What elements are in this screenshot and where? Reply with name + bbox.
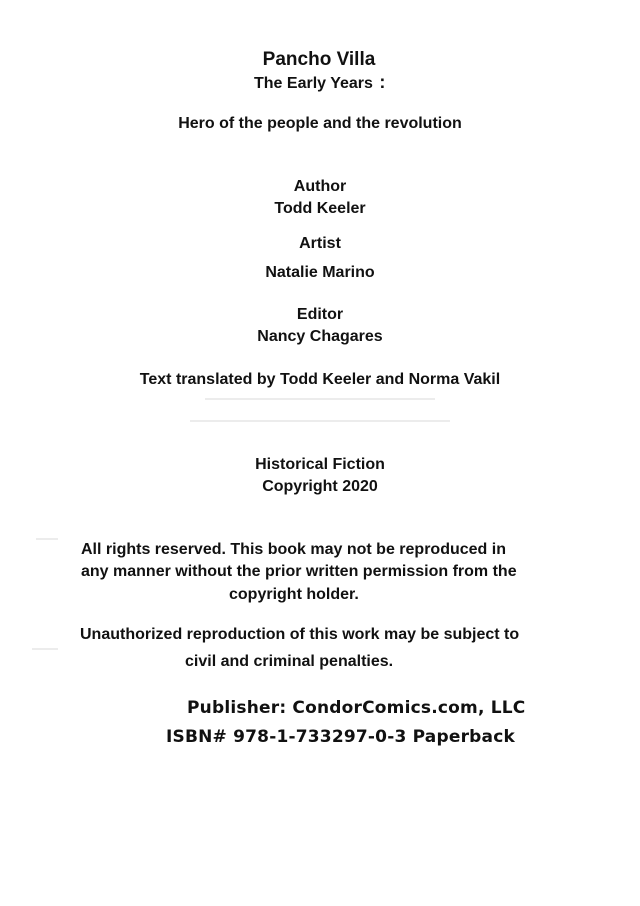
scan-artifact [32, 648, 58, 650]
scan-artifact [205, 398, 435, 400]
author-name: Todd Keeler [274, 200, 366, 217]
book-subtitle [254, 73, 385, 92]
warning-line-2: civil and criminal penalties. [185, 653, 394, 670]
author-label: Author [293, 178, 347, 195]
scan-artifact [190, 420, 450, 422]
artist-label: Artist [299, 235, 341, 252]
scan-artifact [36, 538, 58, 540]
book-title: Pancho Villa [262, 49, 376, 70]
copyright-line: Copyright 2020 [262, 478, 378, 495]
book-tagline: Hero of the people and the revolution [178, 115, 462, 132]
book-subtitle-text: The Early Years [254, 75, 373, 92]
editor-name: Nancy Chagares [257, 328, 383, 345]
isbn-line: ISBN# 978-1-733297-0-3 Paperback [166, 727, 515, 747]
book-subtitle-colon: : [379, 72, 386, 92]
genre-label: Historical Fiction [255, 456, 385, 473]
translation-credit: Text translated by Todd Keeler and Norma Vakil [139, 371, 501, 388]
publisher-line: Publisher: CondorComics.com, LLC [187, 698, 526, 718]
rights-line-3: copyright holder. [229, 586, 359, 603]
warning-line-1: Unauthorized reproduction of this work may be subject to [80, 626, 520, 643]
rights-line-1: All rights reserved. This book may not be reproduced in [81, 541, 506, 558]
editor-label: Editor [296, 306, 344, 323]
artist-name: Natalie Marino [265, 264, 375, 281]
rights-line-2: any manner without the prior written permission from the [81, 563, 517, 580]
